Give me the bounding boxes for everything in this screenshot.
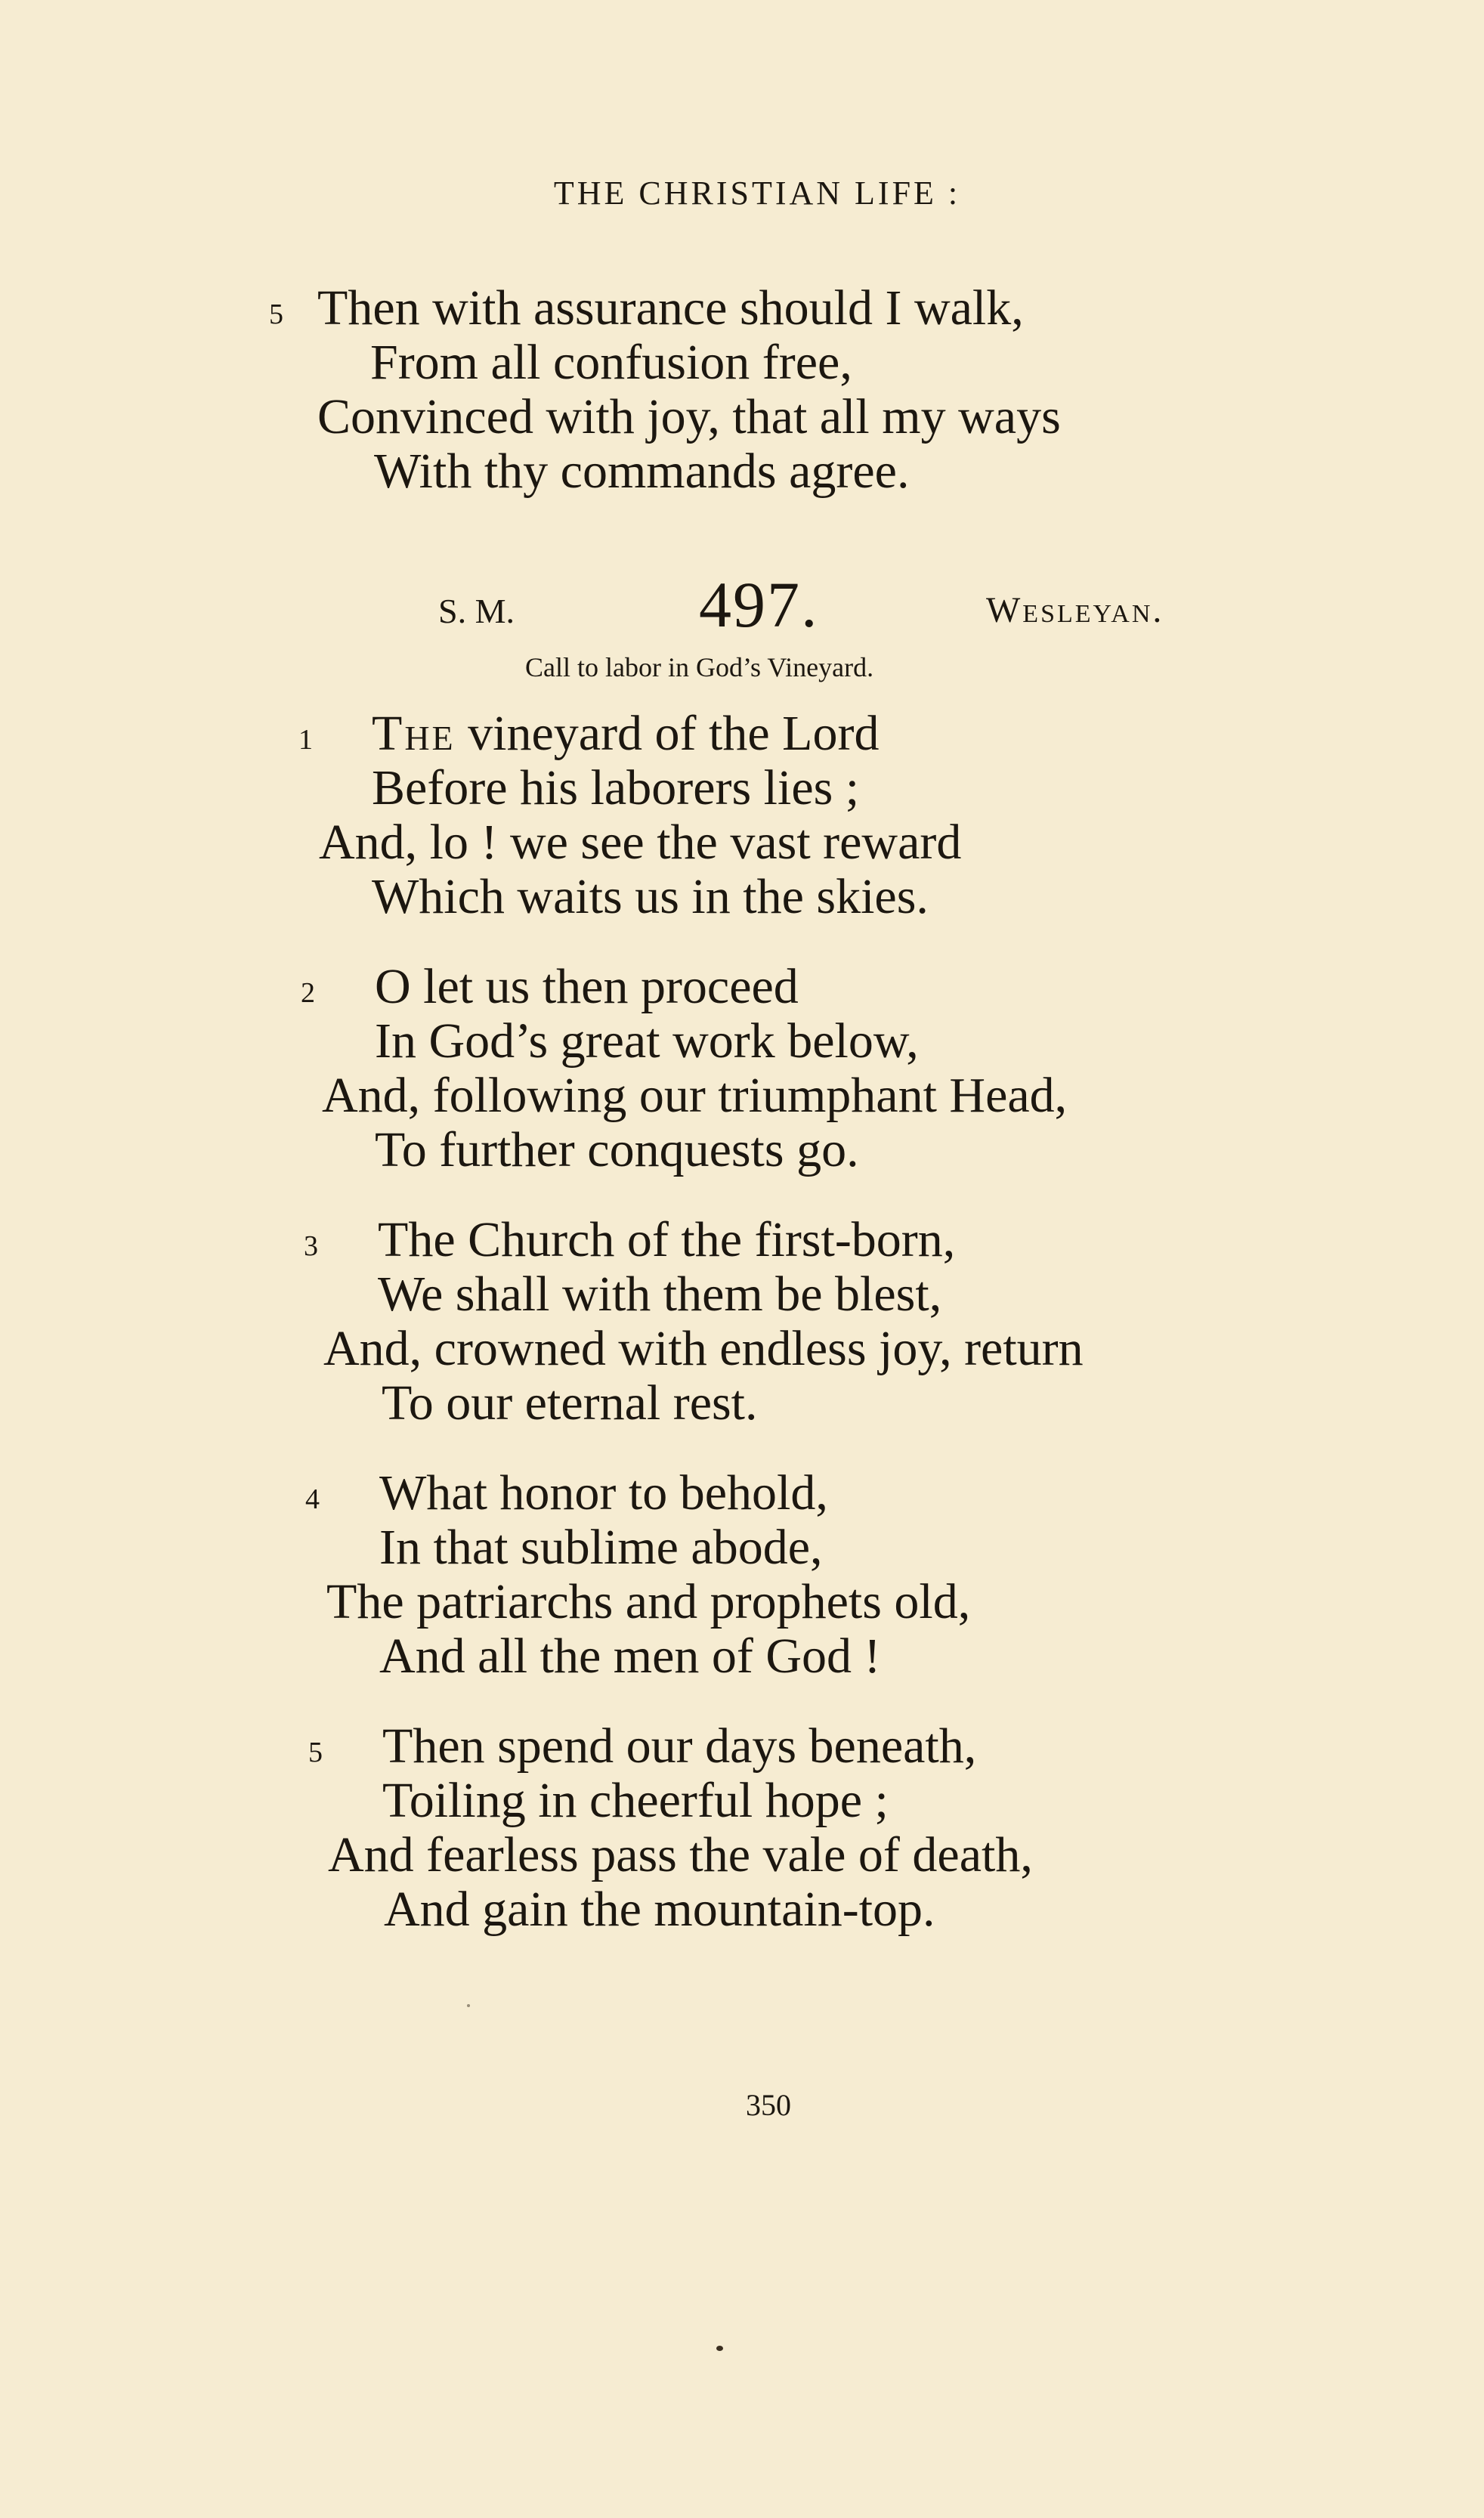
stanza-line	[372, 707, 879, 761]
stanza-line: In God’s great work below,	[375, 1013, 919, 1069]
stanza-line: O let us then proceed	[375, 959, 799, 1014]
stanza-line: And gain the mountain-top.	[384, 1882, 935, 1937]
stanza-line: Toiling in cheerful hope ;	[382, 1773, 889, 1828]
hymn-header	[0, 567, 1484, 642]
first-word: The	[372, 706, 456, 761]
stanza-line: Convinced with joy, that all my ways	[317, 389, 1061, 444]
ink-speck	[467, 2004, 470, 2007]
running-head: THE CHRISTIAN LIFE :	[553, 175, 961, 212]
stanza-line: And, crowned with endless joy, return	[323, 1321, 1084, 1376]
stanza-line: Which waits us in the skies.	[372, 869, 929, 924]
stanza-number: 4	[305, 1483, 320, 1515]
stanza-number: 3	[304, 1230, 318, 1262]
stanza-line: The Church of the first-born,	[378, 1212, 956, 1267]
hymn-tune: Wesleyan.	[986, 590, 1164, 630]
hymn-subtitle: Call to labor in God’s Vineyard.	[525, 652, 874, 682]
stanza-number: 2	[301, 977, 315, 1009]
stanza-number: 5	[269, 299, 283, 330]
stanza-line: To our eternal rest.	[382, 1375, 758, 1431]
first-line-rest: vineyard of the Lord	[455, 706, 880, 761]
stanza-line: Before his laborers lies ;	[372, 760, 860, 815]
stanza-line: To further conquests go.	[375, 1122, 859, 1177]
hymn-meter: S. M.	[438, 592, 515, 630]
stanza-line: From all confusion free,	[370, 335, 852, 390]
stanza-line: In that sublime abode,	[379, 1520, 823, 1575]
hymn-number: 497.	[699, 568, 819, 641]
stanza-line: And fearless pass the vale of death,	[328, 1827, 1033, 1882]
ink-speck	[716, 2346, 723, 2351]
stanza-line: Then spend our days beneath,	[382, 1718, 977, 1774]
stanza-line: What honor to behold,	[379, 1465, 828, 1520]
stanza-line: The patriarchs and prophets old,	[326, 1574, 971, 1629]
stanza-line: And, following our triumphant Head,	[322, 1068, 1068, 1123]
stanza-line: And all the men of God !	[379, 1629, 881, 1684]
stanza-line: And, lo ! we see the vast reward	[319, 815, 962, 870]
stanza-number: 5	[308, 1737, 323, 1768]
stanza-line: We shall with them be blest,	[378, 1267, 942, 1322]
stanza-number: 1	[298, 724, 313, 756]
stanza-line: With thy commands agree.	[374, 444, 910, 499]
page-number: 350	[746, 2088, 791, 2122]
stanza-line: Then with assurance should I walk,	[317, 280, 1024, 336]
